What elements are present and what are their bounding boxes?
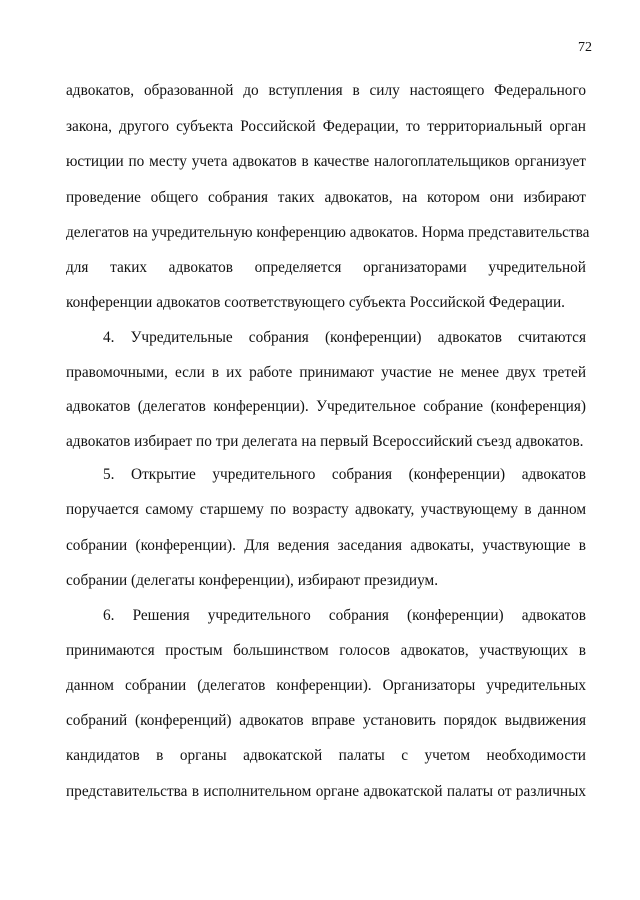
- text-line: собрании (делегаты конференции), избирают президиум.: [66, 572, 439, 589]
- text-line: собраний (конференций) адвокатов вправе установить порядок выдвижения: [66, 712, 586, 729]
- text-line: делегатов на учредительную конференцию адвокатов. Норма представительства: [66, 224, 590, 241]
- text-line: проведение общего собрания таких адвокатов, на котором они избирают: [66, 189, 586, 206]
- text-line: 6. Решения учредительного собрания (конференции) адвокатов: [103, 607, 586, 624]
- text-line: для таких адвокатов определяется организаторами учредительной: [66, 259, 586, 276]
- text-line: принимаются простым большинством голосов адвокатов, участвующих в: [66, 642, 586, 659]
- text-line: кандидатов в органы адвокатской палаты с учетом необходимости: [66, 747, 586, 764]
- text-line: закона, другого субъекта Российской Федерации, то территориальный орган: [66, 118, 586, 135]
- text-line: поручается самому старшему по возрасту адвокату, участвующему в данном: [66, 501, 586, 518]
- text-line: юстиции по месту учета адвокатов в качестве налогоплательщиков организует: [66, 153, 586, 170]
- text-line: 5. Открытие учредительного собрания (конференции) адвокатов: [103, 466, 586, 483]
- text-line: данном собрании (делегатов конференции). Организаторы учредительных: [66, 677, 586, 694]
- text-line: собрании (конференции). Для ведения заседания адвокаты, участвующие в: [66, 537, 586, 554]
- text-line: 4. Учредительные собрания (конференции) адвокатов считаются: [103, 329, 586, 346]
- text-line: адвокатов избирает по три делегата на первый Всероссийский съезд адвокатов.: [66, 433, 584, 450]
- text-line: адвокатов, образованной до вступления в силу настоящего Федерального: [66, 82, 586, 99]
- text-line: адвокатов (делегатов конференции). Учредительное собрание (конференция): [66, 398, 586, 415]
- page-number: 72: [578, 40, 592, 55]
- text-line: конференции адвокатов соответствующего субъекта Российской Федерации.: [66, 294, 565, 311]
- text-line: правомочными, если в их работе принимают участие не менее двух третей: [66, 364, 586, 381]
- text-line: представительства в исполнительном органе адвокатской палаты от различных: [66, 783, 586, 800]
